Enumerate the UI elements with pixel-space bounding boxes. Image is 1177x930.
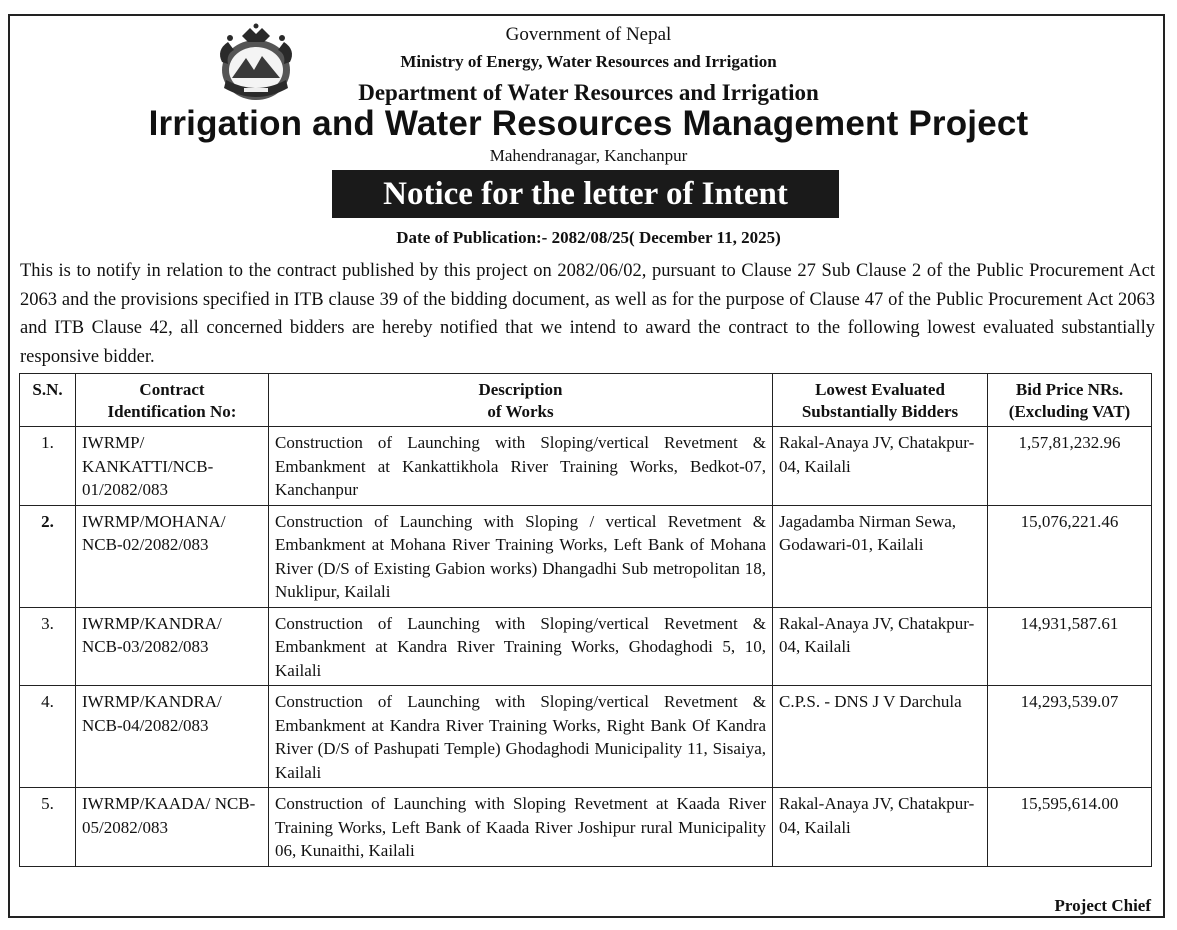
row-contract-id: IWRMP/KAADA/ NCB-05/2082/083 (76, 788, 269, 867)
row-bidder: Rakal-Anaya JV, Chatakpur-04, Kailali (773, 427, 988, 506)
header-price (988, 374, 1152, 427)
government-line: Government of Nepal (505, 24, 672, 45)
department-line: Department of Water Resources and Irrigation (358, 80, 819, 105)
row-description: Construction of Launching with Sloping / vertical Revetment & Embankment at Mohana River Training Works, Left Bank of Mohana River (D/S of Existing Gabion works) Dhangadhi Sub metropolitan 18, Nuklipur, Kailali (269, 505, 773, 607)
row-bid-price: 1,57,81,232.96 (988, 427, 1152, 506)
table-row (20, 788, 1152, 867)
header-bidder-line2: Substantially Bidders (801, 402, 959, 421)
row-sn: 3. (20, 607, 76, 686)
notice-title-banner: Notice for the letter of Intent (332, 170, 839, 218)
row-contract-id: IWRMP/MOHANA/ NCB-02/2082/083 (76, 505, 269, 607)
table-row (20, 607, 1152, 686)
row-sn: 4. (20, 686, 76, 788)
row-bid-price: 15,076,221.46 (988, 505, 1152, 607)
row-contract-id: IWRMP/KANDRA/ NCB-04/2082/083 (76, 686, 269, 788)
header-bidder-line1: Lowest Evaluated (815, 380, 945, 399)
row-bidder: Jagadamba Nirman Sewa, Godawari-01, Kailali (773, 505, 988, 607)
office-location: Mahendranagar, Kanchanpur (489, 146, 688, 165)
table-row (20, 686, 1152, 788)
row-bid-price: 14,931,587.61 (988, 607, 1152, 686)
header-contract-line2: Identification No: (107, 402, 237, 421)
row-bidder: C.P.S. - DNS J V Darchula (773, 686, 988, 788)
row-sn: 5. (20, 788, 76, 867)
project-title: Irrigation and Water Resources Management Project (148, 104, 1029, 143)
notice-body: This is to notify in relation to the contract published by this project on 2082/06/02, pursuant to Clause 27 Sub Clause 2 of the Public Procurement Act 2063 and the provisions specified in ITB clause 39 of the bidding document, as well as for the purpose of Clause 47 of the Public Procurement Act 2063 and ITB Clause 42, all concerned bidders are hereby notified that we intend to award the contract to the following lowest evaluated substantially responsive bidder. (20, 261, 1155, 367)
header-sn-label: S.N. (32, 380, 63, 399)
row-bid-price: 15,595,614.00 (988, 788, 1152, 867)
row-sn: 1. (20, 427, 76, 506)
header-price-line2: (Excluding VAT) (1008, 402, 1131, 421)
header-description (269, 374, 773, 427)
row-contract-id: IWRMP/KANDRA/ NCB-03/2082/083 (76, 607, 269, 686)
publication-date: Date of Publication:- 2082/08/25( December 11, 2025) (396, 228, 781, 247)
header-description-line1: Description (478, 380, 563, 399)
table-row (20, 427, 1152, 506)
table-header-row (20, 374, 1152, 427)
header-sn (20, 374, 76, 427)
row-description: Construction of Launching with Sloping/vertical Revetment & Embankment at Kankattikhola River Training Works, Bedkot-07, Kanchanpur (269, 427, 773, 506)
header-bidder (773, 374, 988, 427)
award-table (19, 373, 1152, 867)
row-contract-id: IWRMP/ KANKATTI/NCB-01/2082/083 (76, 427, 269, 506)
row-bidder: Rakal-Anaya JV, Chatakpur-04, Kailali (773, 607, 988, 686)
row-sn: 2. (20, 505, 76, 607)
header-price-line1: Bid Price NRs. (1015, 380, 1124, 399)
header-contract-line1: Contract (139, 380, 205, 399)
table-row (20, 505, 1152, 607)
row-bidder: Rakal-Anaya JV, Chatakpur-04, Kailali (773, 788, 988, 867)
row-description: Construction of Launching with Sloping/vertical Revetment & Embankment at Kandra River Training Works, Ghodaghodi 5, 10, Kailali (269, 607, 773, 686)
row-description: Construction of Launching with Sloping Revetment at Kaada River Training Works, Left Bank of Kaada River Joshipur rural Municipality 06, Kunaithi, Kailali (269, 788, 773, 867)
row-bid-price: 14,293,539.07 (988, 686, 1152, 788)
header-description-line2: of Works (487, 402, 554, 421)
row-description: Construction of Launching with Sloping/vertical Revetment & Embankment at Kandra River Training Works, Right Bank Of Kandra River (D/S of Pashupati Temple) Ghodaghodi Municipality 11, Sisaiya, Kailali (269, 686, 773, 788)
signatory: Project Chief (1054, 896, 1151, 915)
ministry-line: Ministry of Energy, Water Resources and Irrigation (400, 52, 777, 71)
header-contract (76, 374, 269, 427)
